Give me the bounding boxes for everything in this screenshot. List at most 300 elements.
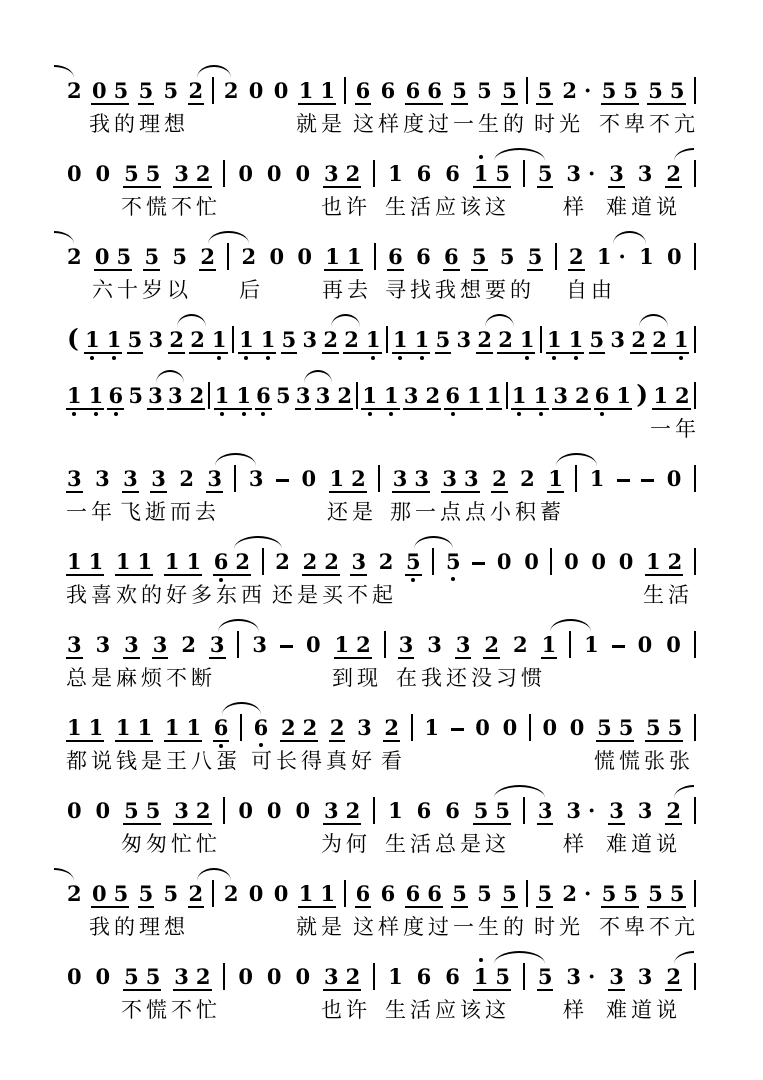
notation-line xyxy=(66,699,696,775)
note xyxy=(441,468,479,493)
dash-prolong xyxy=(472,562,485,565)
note-digit: 3 xyxy=(553,383,568,408)
lyric-segment: 在我还没习惯 xyxy=(396,666,546,690)
lyric-segment: 难道说 xyxy=(606,998,681,1022)
note-digit: 6 xyxy=(443,244,459,269)
note xyxy=(123,966,161,991)
barline xyxy=(529,714,531,741)
note-digit: 2 xyxy=(195,161,211,186)
note-digit: 5 xyxy=(527,244,543,269)
note-digit: 6 xyxy=(416,798,432,823)
barline xyxy=(555,243,557,270)
note xyxy=(91,80,129,105)
barline xyxy=(344,77,346,104)
note-digit: 1 xyxy=(639,244,654,269)
note-digit: 1 xyxy=(366,329,381,350)
barline xyxy=(540,326,542,353)
barline xyxy=(575,465,577,492)
rest-note xyxy=(474,717,491,742)
note-digit: 1 xyxy=(107,329,122,350)
note-digit: 2 xyxy=(200,244,215,269)
octave-dot-below xyxy=(371,356,375,360)
dash-prolong xyxy=(451,728,464,731)
lyric-segment: 都说钱是王八蛋 xyxy=(66,749,241,773)
note-digit: 3 xyxy=(609,161,624,186)
note xyxy=(95,634,112,659)
note xyxy=(473,163,511,188)
notes-row xyxy=(66,782,696,825)
note-digit: 1 xyxy=(164,549,180,574)
note-digit: 5 xyxy=(163,881,179,906)
note-digit: 3 xyxy=(455,632,471,657)
note xyxy=(451,80,468,105)
octave-dot-above xyxy=(479,958,483,962)
note-digit: 2 xyxy=(674,383,690,408)
note xyxy=(568,246,585,271)
note-digit: 0 xyxy=(95,798,111,823)
note-digit: 1 xyxy=(569,329,584,350)
barline xyxy=(694,326,696,353)
note-digit: 6 xyxy=(214,551,229,572)
rest-note xyxy=(502,717,519,742)
note xyxy=(123,163,161,188)
note xyxy=(148,329,165,354)
note-digit: 0 xyxy=(67,798,82,823)
barline xyxy=(523,160,525,187)
note xyxy=(66,634,83,659)
note-digit: 0 xyxy=(95,964,111,989)
lyrics-row xyxy=(66,576,696,609)
note-digit: 2 xyxy=(67,78,82,103)
note xyxy=(302,551,340,576)
note-digit: 0 xyxy=(301,466,317,491)
note-digit: 2 xyxy=(562,881,578,906)
rest-note xyxy=(563,551,580,576)
note-digit: 3 xyxy=(209,632,225,657)
note xyxy=(387,966,404,991)
note-digit: 3 xyxy=(207,466,223,491)
barline xyxy=(212,880,214,907)
note-digit: 2 xyxy=(666,798,681,823)
note-digit: 5 xyxy=(589,327,605,352)
lyrics-row xyxy=(66,908,699,941)
lyric-segment: 生活 xyxy=(643,583,693,607)
rest-note xyxy=(266,966,283,991)
note-digit: · xyxy=(588,798,596,823)
note-digit: 5 xyxy=(618,715,634,740)
note xyxy=(168,329,185,354)
note-digit: 3 xyxy=(148,383,163,408)
note-digit: 1 xyxy=(67,385,82,406)
lyric-segment: 就是 xyxy=(296,112,346,136)
note-digit: 6 xyxy=(355,881,371,906)
note-digit: 5 xyxy=(276,383,291,408)
note-digit: 2 xyxy=(666,161,681,186)
note xyxy=(426,634,443,659)
lyric-segment: 后 xyxy=(239,278,264,302)
lyric-segment: 飞逝而去 xyxy=(120,500,220,524)
note-digit: 5 xyxy=(113,881,129,906)
rest-note xyxy=(666,246,683,271)
note-digit: 5 xyxy=(537,881,553,906)
note-digit: 0 xyxy=(666,466,682,491)
barline xyxy=(374,243,376,270)
note xyxy=(298,80,336,105)
note xyxy=(501,883,518,908)
note xyxy=(323,163,361,188)
note-digit: 5 xyxy=(477,78,492,103)
barline xyxy=(223,963,225,990)
note xyxy=(552,385,590,410)
note-digit: 2 xyxy=(378,549,394,574)
note xyxy=(66,80,83,105)
octave-dot-below xyxy=(90,356,94,360)
note-digit: 0 xyxy=(95,161,111,186)
note xyxy=(416,800,433,825)
note-digit: 5 xyxy=(281,327,297,352)
note xyxy=(630,329,647,354)
note-digit: 6 xyxy=(416,161,432,186)
note xyxy=(350,551,367,576)
note-digit: 5 xyxy=(477,881,492,906)
note xyxy=(150,468,167,493)
octave-dot-below xyxy=(398,356,402,360)
notes-row xyxy=(66,865,696,908)
notation-line xyxy=(66,616,696,692)
note-digit: 0 xyxy=(91,78,107,103)
note xyxy=(638,246,655,271)
note xyxy=(537,163,554,188)
note-digit: 3 xyxy=(174,964,189,989)
note-digit: 1 xyxy=(424,715,439,740)
note-digit: 5 xyxy=(667,715,683,740)
notes-row xyxy=(66,228,696,271)
barline xyxy=(694,963,696,990)
note-digit: 3 xyxy=(392,466,408,491)
barline xyxy=(694,714,696,741)
note-digit: 5 xyxy=(648,881,663,906)
note-digit: · xyxy=(618,244,626,269)
note xyxy=(295,385,312,410)
note-digit: 0 xyxy=(67,161,82,186)
note-digit: 1 xyxy=(547,329,562,350)
notation-line xyxy=(66,311,696,354)
note-digit: 3 xyxy=(566,964,581,989)
rest-note xyxy=(496,551,513,576)
lyric-segment: 看 xyxy=(381,749,406,773)
note xyxy=(94,468,111,493)
barline xyxy=(506,382,508,409)
lyric-segment: 也许 xyxy=(321,195,371,219)
lyric-segment: 寻找我想要的 xyxy=(385,278,535,302)
barline xyxy=(234,465,236,492)
lyric-segment: 还是买不起 xyxy=(272,583,397,607)
note xyxy=(188,80,205,105)
note xyxy=(537,800,554,825)
note-digit: 2 xyxy=(195,798,211,823)
note xyxy=(143,246,160,271)
note xyxy=(405,883,443,908)
rest-note xyxy=(237,800,254,825)
notation-line xyxy=(66,533,696,609)
note xyxy=(601,80,639,105)
note xyxy=(537,966,554,991)
octave-dot-below xyxy=(420,356,424,360)
note-digit: 0 xyxy=(667,244,682,269)
notes-row xyxy=(66,699,696,742)
lyric-segment: 不卑不亢 xyxy=(599,915,699,939)
note-digit: 0 xyxy=(475,715,490,740)
note-digit: 5 xyxy=(502,78,517,103)
note-digit: 5 xyxy=(648,78,663,103)
note xyxy=(178,468,195,493)
note xyxy=(387,800,404,825)
note-digit: 2 xyxy=(520,466,535,491)
note xyxy=(387,246,404,271)
note xyxy=(405,80,443,105)
note-digit: 1 xyxy=(589,466,605,491)
note-digit: 1 xyxy=(415,329,430,350)
barline xyxy=(223,797,225,824)
note xyxy=(241,246,258,271)
note xyxy=(652,385,690,410)
note-digit: 5 xyxy=(623,881,638,906)
rest-note xyxy=(266,800,283,825)
note xyxy=(378,551,395,576)
note-digit: 1 xyxy=(520,329,535,350)
note-digit: 2 xyxy=(324,549,339,574)
note xyxy=(123,634,140,659)
dash-prolong xyxy=(617,479,630,482)
note-digit: 3 xyxy=(456,327,472,352)
note xyxy=(107,385,124,410)
note-digit: 1 xyxy=(584,632,599,657)
note xyxy=(315,385,353,410)
note xyxy=(647,883,685,908)
note xyxy=(596,717,634,742)
note xyxy=(392,468,430,493)
note-digit: 0 xyxy=(542,715,558,740)
note xyxy=(253,717,270,742)
rest-note xyxy=(273,883,290,908)
note-digit: 6 xyxy=(445,964,460,989)
note-digit: 2 xyxy=(477,327,492,352)
lyrics-row xyxy=(66,493,696,526)
lyric-segment: 慌慌张张 xyxy=(594,749,694,773)
note xyxy=(561,883,592,908)
note-digit: 5 xyxy=(537,964,553,989)
rest-note xyxy=(296,246,313,271)
note-digit: 2 xyxy=(384,715,400,740)
note xyxy=(248,468,265,493)
note-digit: 5 xyxy=(597,715,612,740)
rest-note xyxy=(66,163,83,188)
note-digit: 2 xyxy=(189,383,205,408)
note xyxy=(608,966,625,991)
note xyxy=(301,329,318,354)
rest-note xyxy=(66,966,83,991)
rest-note xyxy=(237,966,254,991)
note xyxy=(645,717,683,742)
note-digit: 3 xyxy=(403,383,419,408)
note-digit: 5 xyxy=(452,881,467,906)
lyric-segment: 就是 xyxy=(296,915,346,939)
notation-line xyxy=(66,948,696,1024)
note xyxy=(163,80,180,105)
note xyxy=(541,634,558,659)
rest-note xyxy=(523,551,540,576)
note-digit: 1 xyxy=(393,329,408,350)
dash-prolong xyxy=(276,479,289,482)
note-digit: 3 xyxy=(324,964,339,989)
note xyxy=(383,717,400,742)
note xyxy=(152,634,169,659)
note xyxy=(547,468,564,493)
lyric-segment: 时光 xyxy=(534,112,584,136)
note-digit: 2 xyxy=(425,383,441,408)
note-digit: 0 xyxy=(67,964,82,989)
lyric-segment: 我的理想 xyxy=(89,915,189,939)
note-digit: 5 xyxy=(124,798,139,823)
note-digit: 3 xyxy=(248,466,264,491)
note-digit: 5 xyxy=(163,78,179,103)
lyrics-row xyxy=(66,410,700,443)
note xyxy=(483,634,500,659)
note xyxy=(473,800,511,825)
note xyxy=(387,163,404,188)
note-digit: 5 xyxy=(495,798,510,823)
lyric-segment: 这样度过一生的 xyxy=(353,915,528,939)
rest-note xyxy=(273,80,290,105)
lyrics-row xyxy=(66,825,696,858)
note-digit: 2 xyxy=(345,161,361,186)
note-digit: 5 xyxy=(601,78,617,103)
note-digit: 0 xyxy=(496,549,512,574)
notes-row xyxy=(66,533,696,576)
note-digit: 3 xyxy=(324,798,339,823)
note-digit: 0 xyxy=(273,881,289,906)
note xyxy=(238,329,276,354)
note xyxy=(361,385,399,410)
note xyxy=(608,163,625,188)
note xyxy=(199,246,216,271)
note-digit: 0 xyxy=(591,549,607,574)
note-digit: 0 xyxy=(238,161,253,186)
note-digit: 2 xyxy=(344,327,359,352)
note-digit: 2 xyxy=(195,964,211,989)
note-digit: 3 xyxy=(151,466,166,491)
note-digit: 2 xyxy=(356,632,371,657)
barline xyxy=(694,243,696,270)
note-digit: 2 xyxy=(188,78,204,103)
rest-note xyxy=(294,163,311,188)
note-digit: 0 xyxy=(248,881,264,906)
note-digit: 5 xyxy=(452,78,467,103)
note-digit: 0 xyxy=(637,632,653,657)
note xyxy=(416,966,433,991)
note xyxy=(115,551,153,576)
note-digit: 2 xyxy=(302,715,318,740)
note-digit: 5 xyxy=(144,244,160,269)
note-digit: 2 xyxy=(302,549,318,574)
note-digit: 3 xyxy=(67,632,82,657)
note xyxy=(608,800,625,825)
note xyxy=(416,163,433,188)
note-digit: 1 xyxy=(88,715,104,740)
lyrics-row xyxy=(66,991,696,1024)
barline xyxy=(550,548,552,575)
note xyxy=(651,329,689,354)
rest-note xyxy=(294,966,311,991)
note-digit: 3 xyxy=(295,383,311,408)
note-digit: 0 xyxy=(266,964,282,989)
note-digit: 1 xyxy=(298,881,314,906)
note-digit: 1 xyxy=(384,385,399,406)
note-digit: 5 xyxy=(116,244,132,269)
note xyxy=(665,800,682,825)
barline xyxy=(694,631,696,658)
note-digit: 3 xyxy=(351,549,367,574)
note xyxy=(164,551,202,576)
note-digit: · xyxy=(588,964,596,989)
note xyxy=(66,468,83,493)
barline xyxy=(384,631,386,658)
lyric-segment: 样 xyxy=(563,195,588,219)
rest-note xyxy=(95,966,112,991)
barline xyxy=(694,160,696,187)
barline xyxy=(373,963,375,990)
note xyxy=(565,966,596,991)
lyric-segment: 我的理想 xyxy=(89,112,189,136)
note-digit: 3 xyxy=(357,715,372,740)
note-digit: 2 xyxy=(631,327,646,352)
notation-line xyxy=(66,367,700,443)
barline xyxy=(523,797,525,824)
note xyxy=(473,966,511,991)
note xyxy=(280,717,318,742)
lyric-segment: 也许 xyxy=(321,998,371,1022)
note xyxy=(356,717,373,742)
note xyxy=(164,717,202,742)
note-digit: 6 xyxy=(416,244,431,269)
barline xyxy=(208,382,210,409)
note-digit: 1 xyxy=(298,78,314,103)
rest-note xyxy=(665,634,682,659)
note xyxy=(565,800,596,825)
note-digit: 2 xyxy=(323,327,338,352)
note xyxy=(589,329,606,354)
barline xyxy=(232,326,234,353)
note-digit: 1 xyxy=(388,798,403,823)
note-digit: 5 xyxy=(669,881,685,906)
barline xyxy=(223,160,225,187)
note xyxy=(415,246,432,271)
octave-dot-below xyxy=(679,356,683,360)
note xyxy=(476,80,493,105)
note-digit: 2 xyxy=(275,549,290,574)
note-digit: 3 xyxy=(398,632,414,657)
note-digit: 3 xyxy=(537,798,553,823)
note xyxy=(123,800,161,825)
lyric-segment: 难道说 xyxy=(606,832,681,856)
note xyxy=(281,329,298,354)
note xyxy=(343,329,381,354)
note xyxy=(519,468,536,493)
parenthesis: ) xyxy=(636,380,649,409)
barline xyxy=(373,797,375,824)
note-digit: 1 xyxy=(261,329,276,350)
note xyxy=(355,80,372,105)
